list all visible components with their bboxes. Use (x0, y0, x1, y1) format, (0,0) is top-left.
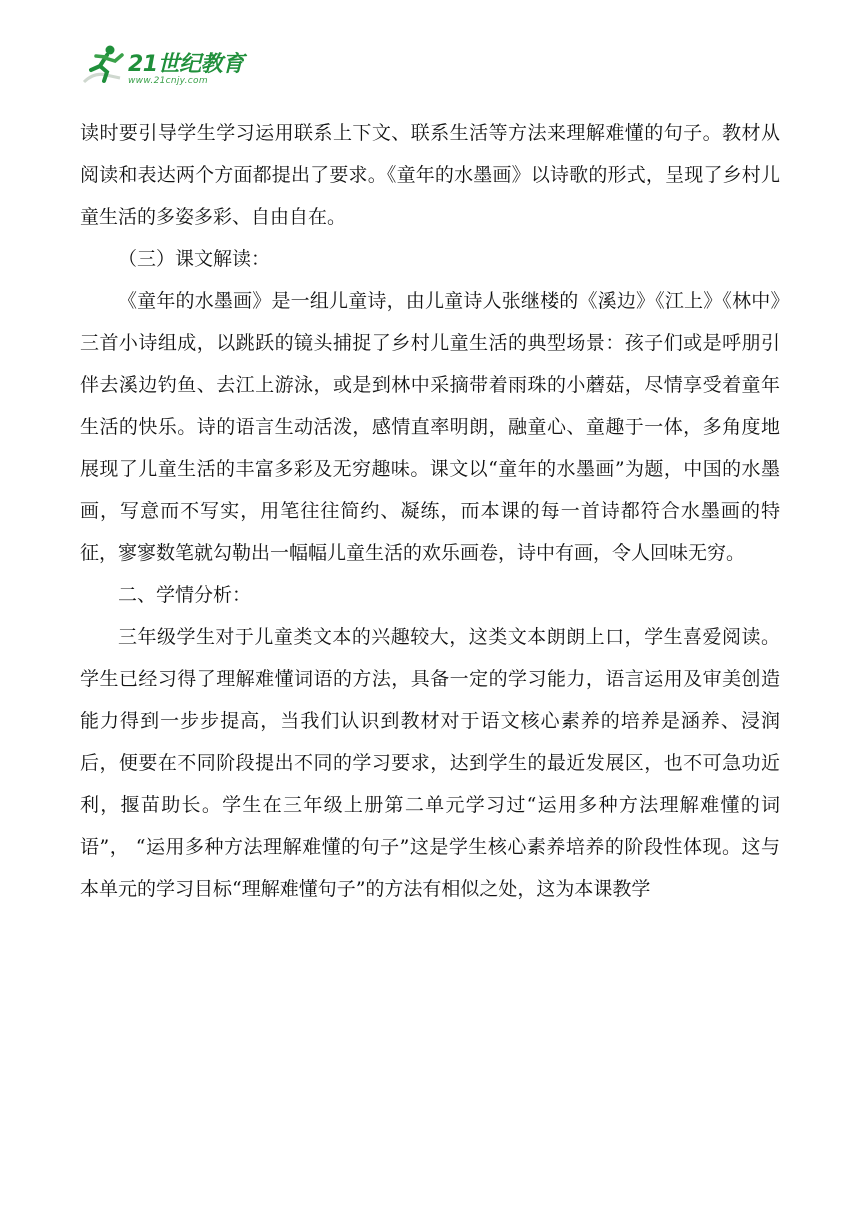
logo-subtitle: www.21cnjy.com (128, 76, 208, 86)
section-heading-text-reading: （三）课文解读： (118, 248, 271, 270)
logo-title: 21世纪教育 (128, 52, 244, 77)
page-header (80, 38, 244, 86)
body-paragraph: 三年级学生对于儿童类文本的兴趣较大，这类文本朗朗上口，学生喜爱阅读。学生已经习得了理解难懂词语的方法，具备一定的学习能力，语言运用及审美创造能力得到一步步提高，当我们认识到教材对于语文核心素养的培养是涵养、浸润后，便要在不同阶段提出不同的学习要求，达到学生的最近发展区，也不可急功近利，揠苗助长。学生在三年级上册第二单元学习过“运用多种方法理解难懂的词语”， “运用多种方法理解难懂的句子”这是学生核心素养培养的阶段性体现。这与本单元的学习目标“理解难懂句子”的方法有相似之处，这为本课教学 (80, 626, 780, 900)
section-heading-learner-analysis: 二、学情分析： (118, 584, 252, 606)
document-body (80, 112, 780, 910)
body-paragraph: 《童年的水墨画》是一组儿童诗，由儿童诗人张继楼的《溪边》《江上》《林中》三首小诗组成，以跳跃的镜头捕捉了乡村儿童生活的典型场景：孩子们或是呼朋引伴去溪边钓鱼、去江上游泳，或是到林中采摘带着雨珠的小蘑菇，尽情享受着童年生活的快乐。诗的语言生动活泼，感情直率明朗，融童心、童趣于一体，多角度地展现了儿童生活的丰富多彩及无穷趣味。课文以“童年的水墨画”为题，中国的水墨画，写意而不写实，用笔往往简约、凝练，而本课的每一首诗都符合水墨画的特征，寥寥数笔就勾勒出一幅幅儿童生活的欢乐画卷，诗中有画，令人回味无穷。 (80, 290, 780, 564)
body-paragraph: 读时要引导学生学习运用联系上下文、联系生活等方法来理解难懂的句子。教材从阅读和表达两个方面都提出了要求。《童年的水墨画》以诗歌的形式，呈现了乡村儿童生活的多姿多彩、自由自在。 (80, 122, 780, 228)
running-figure-icon (80, 42, 126, 86)
logo-text (128, 54, 244, 86)
